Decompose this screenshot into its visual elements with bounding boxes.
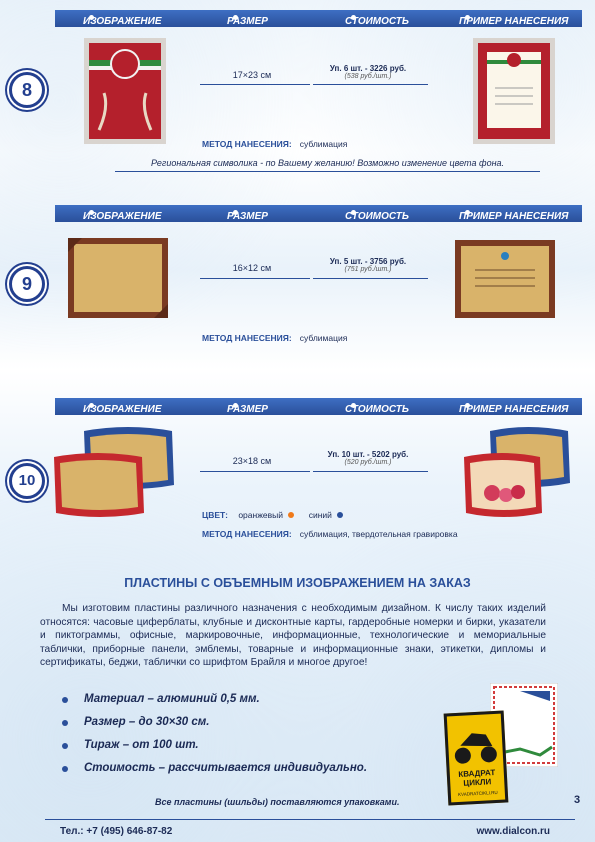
item-price: Уп. 5 шт. - 3756 руб. (751 руб./шт.) [329,257,407,273]
item-method: МЕТОД НАНЕСЕНИЯ: сублимация [202,333,348,343]
plaque-red-example-image [473,38,555,144]
divider [313,471,428,472]
divider [313,278,428,279]
badge-url: KVADRATCIKLI.RU [457,789,498,797]
item-size: 23×18 см [232,456,272,466]
header-cost: СТОИМОСТЬ [345,404,409,415]
item-size: 16×12 см [232,263,272,273]
footer [0,815,595,842]
packaging-note: Все пластины (шильды) поставляются упаковками. [155,797,400,807]
orange-swatch-icon [288,512,294,518]
divider [115,171,540,172]
item-size: 17×23 см [232,70,272,80]
feature-list [62,693,367,785]
plaque-gold-example-image [455,240,555,318]
list-item: Тираж – от 100 шт. [62,739,367,762]
header-size: РАЗМЕР [227,404,268,415]
plaque-red-image [84,38,166,144]
website-link[interactable]: www.dialcon.ru [476,826,550,837]
header-example: ПРИМЕР НАНЕСЕНИЯ [459,211,569,222]
table-header-8 [55,10,582,27]
divider [45,819,575,820]
divider [313,84,428,85]
badge-title: КВАДРАТ ЦИКЛИ [458,768,496,788]
item-color-options: ЦВЕТ: оранжевый синий [202,510,343,520]
header-image: ИЗОБРАЖЕНИЕ [83,404,162,415]
item-number-badge: 10 [9,463,45,499]
header-cost: СТОИМОСТЬ [345,211,409,222]
quad-bike-icon [447,722,503,769]
table-header-9 [55,205,582,222]
header-example: ПРИМЕР НАНЕСЕНИЯ [459,404,569,415]
plaque-gold-image [68,238,168,318]
table-header-10 [55,398,582,415]
plaque-wavy-example-image [462,425,572,520]
phone-number: Тел.: +7 (495) 646-87-82 [60,826,173,837]
list-item: Материал – алюминий 0,5 мм. [62,693,367,716]
header-size: РАЗМЕР [227,16,268,27]
item-price: Уп. 10 шт. - 5202 руб. (520 руб./шт.) [327,450,409,466]
blue-swatch-icon [337,512,343,518]
item-method: МЕТОД НАНЕСЕНИЯ: сублимация [202,139,348,149]
list-item: Размер – до 30×30 см. [62,716,367,739]
quad-bike-badge [444,710,509,805]
divider [200,84,310,85]
item-method: МЕТОД НАНЕСЕНИЯ: сублимация, твердотельная гравировка [202,529,458,539]
divider [200,471,310,472]
item-number-badge: 8 [9,72,45,108]
plaque-wavy-image [52,425,178,520]
list-item: Стоимость – рассчитывается индивидуально. [62,762,367,785]
header-size: РАЗМЕР [227,211,268,222]
item-price: Уп. 6 шт. - 3226 руб. (538 руб./шт.) [329,64,407,80]
header-example: ПРИМЕР НАНЕСЕНИЯ [459,16,569,27]
item-number-badge: 9 [9,266,45,302]
header-cost: СТОИМОСТЬ [345,16,409,27]
divider [200,278,310,279]
section-paragraph: Мы изготовим пластины различного назначения с необходимым дизайном. К числу таких изделий относятся: часовые циферблаты, клубные и дисконтные карты, гардеробные номерки и бирки, указатели и пиктограммы, офисные, маркировочные, информационные, технологические и мемориальные таблички, приборные панели, эмблемы, товарные и информационные знаки, этикетки, дипломы и сертификаты, беджи, таблички со шрифтом Брайля и многое другое! [40,603,546,669]
regional-note: Региональная символика - по Вашему желанию! Возможно изменение цвета фона. [150,158,505,168]
section-title: ПЛАСТИНЫ С ОБЪЕМНЫМ ИЗОБРАЖЕНИЕМ НА ЗАКАЗ [124,576,471,590]
header-image: ИЗОБРАЖЕНИЕ [83,16,162,27]
page-number: 3 [574,794,581,806]
header-image: ИЗОБРАЖЕНИЕ [83,211,162,222]
